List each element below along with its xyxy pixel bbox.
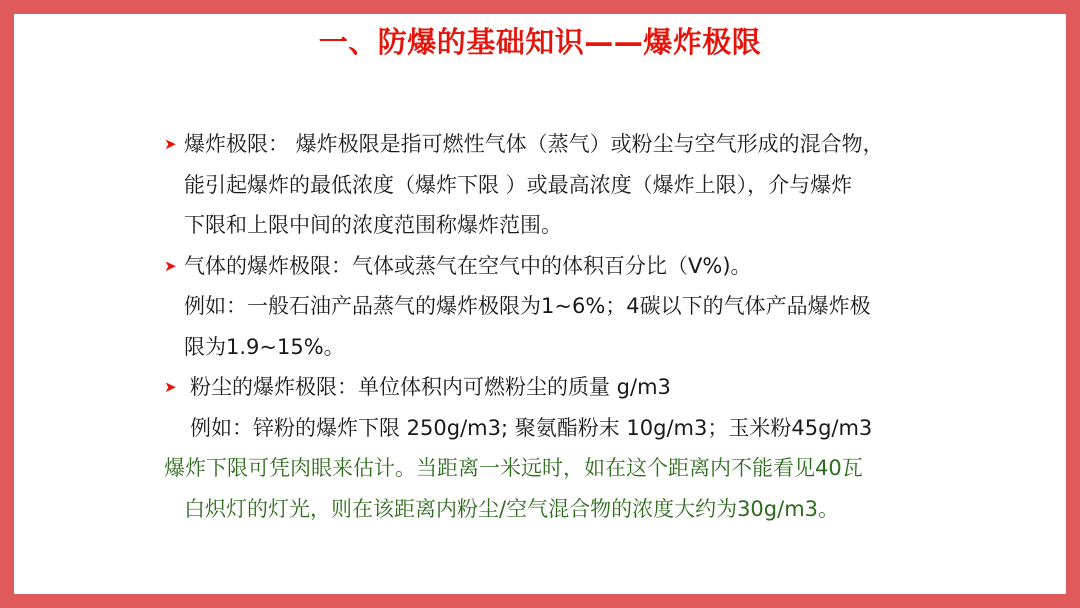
- line-text: 爆炸极限： 爆炸极限是指可燃性气体（蒸气）或粉尘与空气形成的混合物，: [184, 132, 884, 156]
- line-text: 气体的爆炸极限：气体或蒸气在空气中的体积百分比（V%)。: [184, 253, 752, 278]
- slide-content: [164, 124, 944, 529]
- green-note-line: [164, 448, 944, 489]
- line-text: 白炽灯的灯光，则在该距离内粉尘/空气混合物的浓度大约为30g/m3。: [184, 496, 840, 521]
- red-arrow-bullet-icon: ➤: [164, 256, 177, 275]
- bullet-line-dust-limit: [164, 367, 944, 408]
- line-text: 下限和上限中间的浓度范围称爆炸范围。: [184, 213, 562, 237]
- line-text: 能引起爆炸的最低浓度（爆炸下限 ）或最高浓度（爆炸上限），介与爆炸: [184, 172, 853, 197]
- red-arrow-bullet-icon: ➤: [164, 135, 177, 153]
- text-line: [164, 286, 944, 327]
- text-line: [164, 165, 944, 206]
- text-line: [164, 408, 944, 449]
- bullet-line-gas-limit: [164, 246, 944, 287]
- line-text: 爆炸下限可凭肉眼来估计。当距离一米远时，如在这个距离内不能看见40瓦: [164, 456, 863, 480]
- text-line: [164, 205, 944, 246]
- line-text: 限为1.9~15%。: [184, 334, 345, 359]
- line-text: 粉尘的爆炸极限：单位体积内可燃粉尘的质量 g/m3: [190, 375, 671, 399]
- green-note-line: [164, 489, 944, 530]
- line-text: 例如：一般石油产品蒸气的爆炸极限为1~6%；4碳以下的气体产品爆炸极: [184, 294, 871, 318]
- bullet-line-explosion-limit: [164, 124, 944, 165]
- line-text: 例如：锌粉的爆炸下限 250g/m3; 聚氨酯粉末 10g/m3；玉米粉45g/m3: [190, 415, 873, 440]
- red-arrow-bullet-icon: ➤: [164, 378, 177, 396]
- text-line: [164, 327, 944, 368]
- slide-title: 一、防爆的基础知识——爆炸极限: [318, 25, 762, 59]
